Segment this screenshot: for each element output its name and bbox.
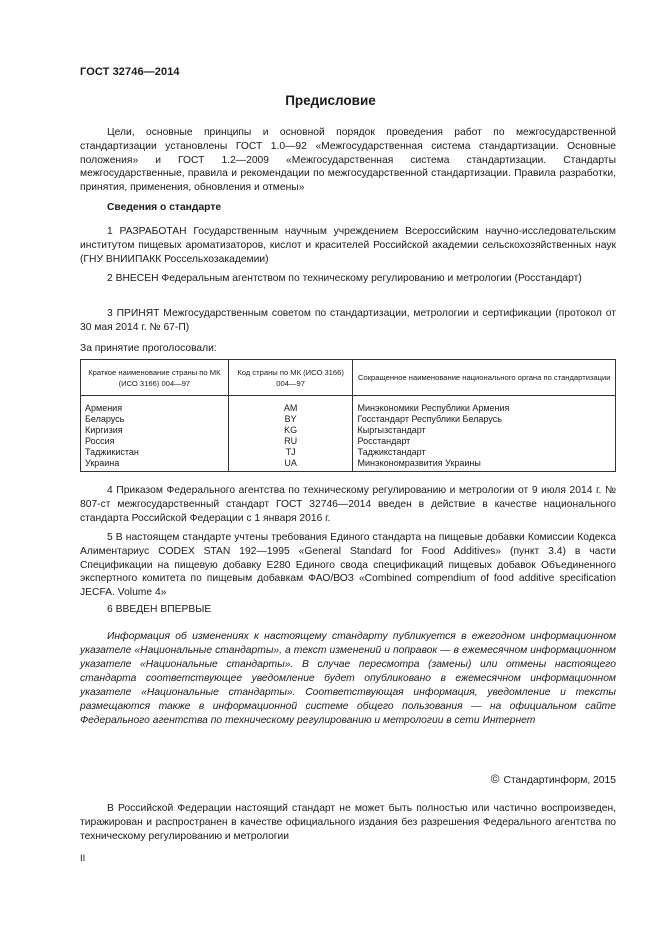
copyright-text: Стандартинформ, 2015 [503, 775, 616, 786]
table-header-row [81, 360, 616, 396]
country-name: Россия [81, 436, 229, 447]
page-title: Предисловие [285, 93, 376, 108]
standards-body: Кыргызстандарт [353, 425, 616, 436]
vote-label: За принятие проголосовали: [80, 343, 217, 354]
country-code: UA [228, 458, 353, 472]
page-number: II [80, 853, 86, 864]
item-first: 6 ВВЕДЕН ВПЕРВЫЕ [107, 604, 212, 615]
country-name: Армения [81, 396, 229, 415]
country-name: Украина [81, 458, 229, 472]
standards-body: Минэкономразвития Украины [353, 458, 616, 472]
country-code: KG [228, 425, 353, 436]
country-code: TJ [228, 447, 353, 458]
table-header-code: Код страны по МК (ИСО 3166) 004—97 [228, 360, 353, 396]
table-header-country: Краткое наименование страны по МК (ИСО 3166) 004—97 [81, 360, 229, 396]
document-code-header: ГОСТ 32746—2014 [80, 66, 180, 78]
item-adopted: 3 ПРИНЯТ Межгосударственным советом по стандартизации, метрологии и сертификации (протокол от 30 мая 2014 г. № 67-П) [80, 308, 616, 333]
standards-body: Госстандарт Республики Беларусь [353, 414, 616, 425]
standards-body: Минэкономики Республики Армения [353, 396, 616, 415]
member-countries-table [80, 359, 616, 472]
country-code: RU [228, 436, 353, 447]
intro-paragraph: Цели, основные принципы и основной порядок проведения работ по межгосударственной стандартизации установлены ГОСТ 1.0—92 «Межгосударственная система стандартизации. Основные положения» и ГОСТ 1.2—2009 «Межгосударственная система стандартизации. Стандарты межгосударственные, правила и рекомендации по межгосударственной стандартизации. Правила разработки, принятия, применения, обновления и отмены» [80, 127, 616, 194]
copyright-notice [400, 772, 616, 786]
table-row [81, 396, 616, 415]
section-subtitle: Сведения о стандарте [107, 202, 222, 213]
country-code: AM [228, 396, 353, 415]
copyright-icon: © [490, 772, 500, 786]
table-header-body: Сокращенное наименование национального органа по стандартизации [353, 360, 616, 396]
table-row [81, 447, 616, 458]
country-code: BY [228, 414, 353, 425]
item-order: 4 Приказом Федерального агентства по техническому регулированию и метрологии от 9 июля 2014 г. № 807-ст межгосударственный стандарт ГОСТ 32746—2014 введен в действие в качестве национального стандарта Российской Федерации с 1 января 2016 г. [80, 485, 616, 524]
table-row [81, 436, 616, 447]
item-developed: 1 РАЗРАБОТАН Государственным научным учреждением Всероссийским научно-исследовательским институтом пищевых ароматизаторов, кислот и красителей Российской академии сельскохозяйственных наук (ГНУ ВНИИПАКК Россельхозакадемии) [80, 226, 616, 265]
country-name: Киргизия [81, 425, 229, 436]
standards-body: Таджикстандарт [353, 447, 616, 458]
standards-body: Росстандарт [353, 436, 616, 447]
item-codex: 5 В настоящем стандарте учтены требования Единого стандарта на пищевые добавки Комиссии Кодекса Алиментариус CODEX STAN 192—1995 «General Standard for Food Additives» (пункт 3.4) в части Спецификации на пищевую добавку Е280 Единого свода спецификаций пищевых добавок Объединенного экспертного комитета по пищевым добавкам ФАО/ВОЗ «Combined compendium of food additive specification JECFA. Volume 4» [80, 532, 616, 599]
changes-info-paragraph: Информация об изменениях к настоящему стандарту публикуется в ежегодном информационном указателе «Национальные стандарты», а текст изменений и поправок — в ежемесячном информационном указателе «Национальные стандарты». В случае пересмотра (замены) или отмены настоящего стандарта соответствующее уведомление будет опубликовано в ежемесячном информационном указателе «Национальные стандарты». Соответствующая информация, уведомление и тексты размещаются также в информационной системе общего пользования — на официальном сайте Федерального агентства по техническому регулированию и метрологии в сети Интернет [80, 631, 616, 726]
table-row [81, 458, 616, 472]
table-row [81, 425, 616, 436]
table-row [81, 414, 616, 425]
country-name: Беларусь [81, 414, 229, 425]
legal-notice: В Российской Федерации настоящий стандарт не может быть полностью или частично воспроизведен, тиражирован и распространен в качестве официального издания без разрешения Федерального агентства по техническому регулированию и метрологии [80, 803, 616, 842]
item-introduced: 2 ВНЕСЕН Федеральным агентством по техническому регулированию и метрологии (Росстандарт) [107, 273, 582, 284]
country-name: Таджикистан [81, 447, 229, 458]
